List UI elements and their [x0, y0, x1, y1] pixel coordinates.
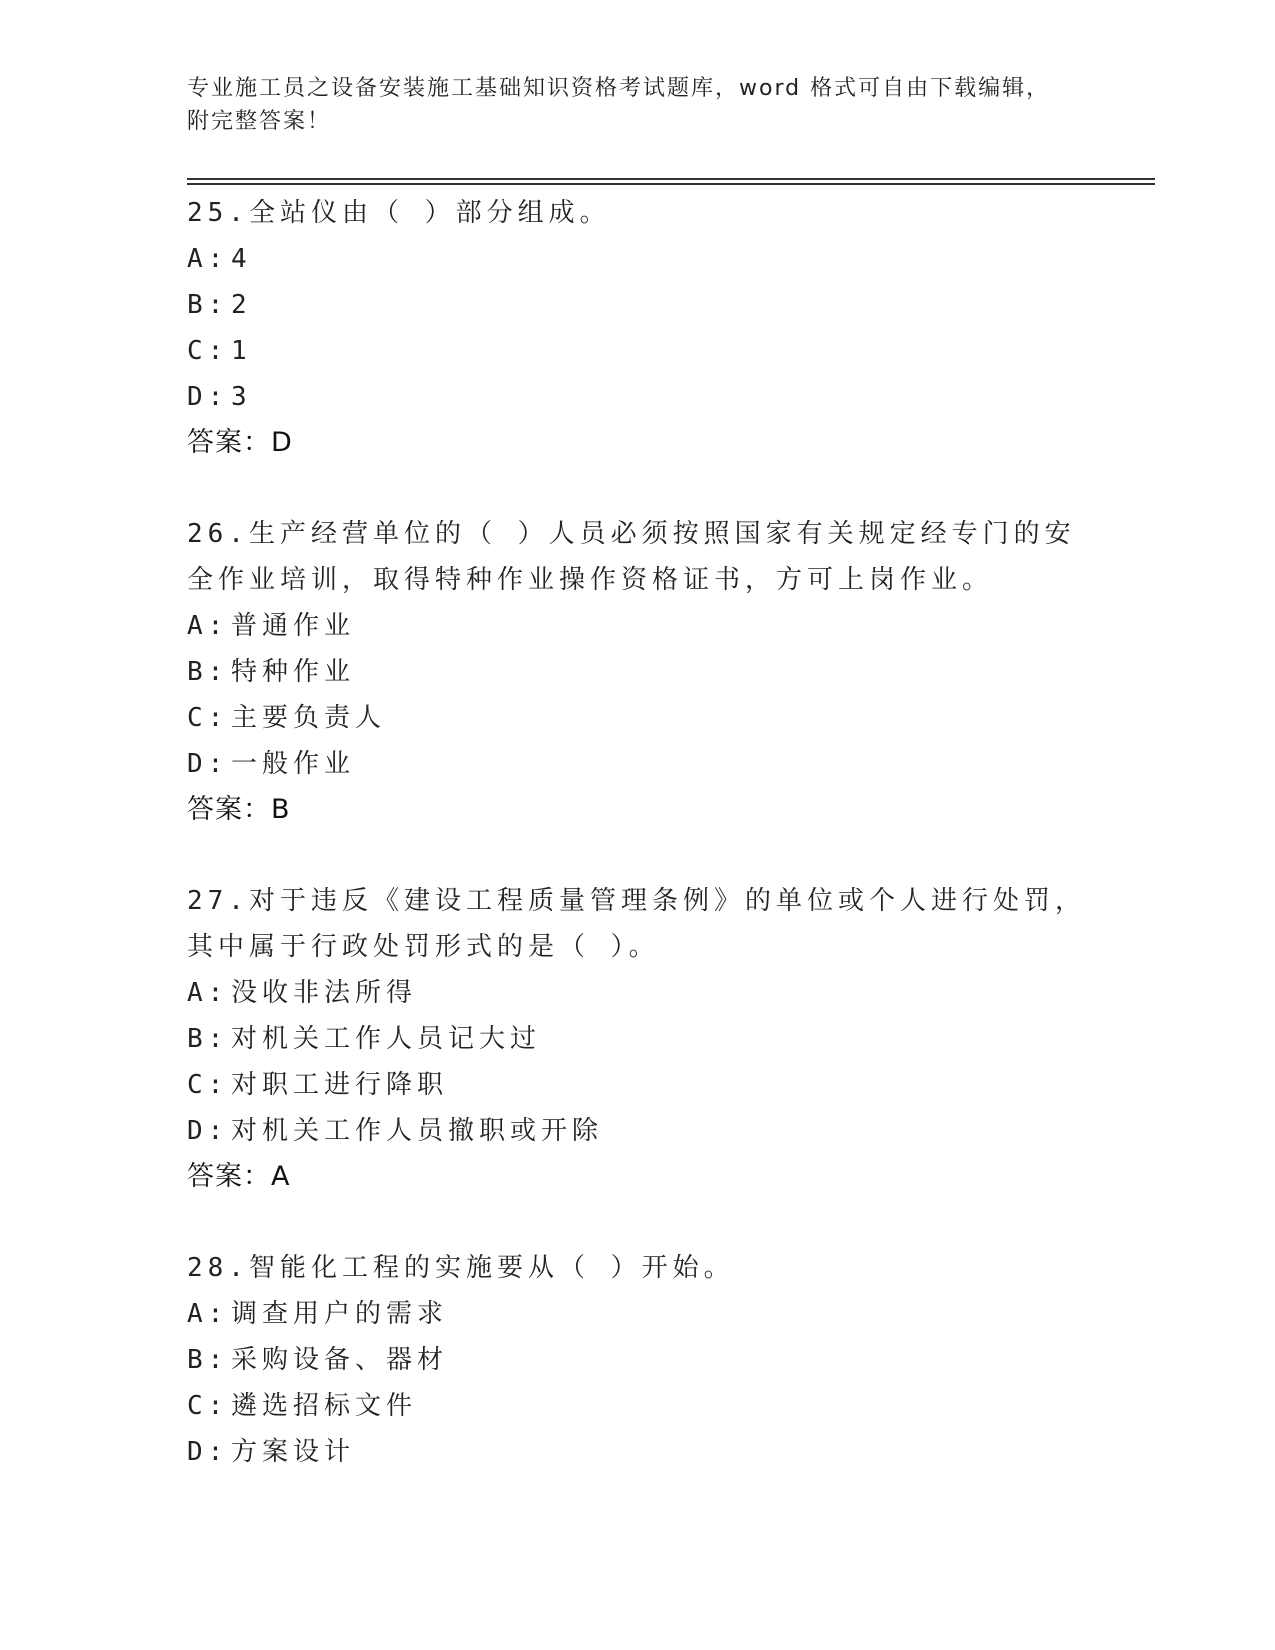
option-text: 对机关工作人员记大过 — [231, 1024, 542, 1054]
option-d — [187, 1108, 1087, 1154]
option-a — [187, 236, 1087, 282]
option-text: 主要负责人 — [231, 703, 387, 733]
header-divider-bottom — [187, 183, 1155, 185]
option-c — [187, 1062, 1087, 1108]
option-text: 没收非法所得 — [231, 978, 418, 1008]
question-stem: 28.智能化工程的实施要从（ ）开始。 — [187, 1253, 735, 1283]
option-a — [187, 970, 1087, 1016]
option-c — [187, 1383, 1087, 1429]
option-label: A: — [187, 244, 229, 274]
option-label: A: — [187, 978, 229, 1008]
option-d — [187, 741, 1087, 787]
option-a — [187, 603, 1087, 649]
option-text: 调查用户的需求 — [231, 1299, 449, 1329]
question-25 — [187, 190, 1087, 466]
option-label: C: — [187, 336, 229, 366]
option-b — [187, 1337, 1087, 1383]
option-b — [187, 649, 1087, 695]
option-text: 对职工进行降职 — [231, 1070, 449, 1100]
question-stem: 25.全站仪由（ ）部分组成。 — [187, 198, 611, 228]
question-26 — [187, 511, 1087, 833]
option-text: 普通作业 — [231, 611, 356, 641]
option-d — [187, 1429, 1087, 1475]
option-text: 4 — [231, 244, 252, 274]
answer-line: 答案：D — [187, 427, 293, 458]
option-d — [187, 374, 1087, 420]
option-text: 一般作业 — [231, 749, 356, 779]
option-text: 对机关工作人员撤职或开除 — [231, 1116, 604, 1146]
option-label: B: — [187, 290, 229, 320]
option-label: B: — [187, 1024, 229, 1054]
option-label: D: — [187, 749, 229, 779]
option-text: 采购设备、器材 — [231, 1345, 449, 1375]
document-header: 专业施工员之设备安装施工基础知识资格考试题库，word 格式可自由下载编辑，附完整答案！ — [187, 76, 1051, 134]
option-c — [187, 695, 1087, 741]
option-text: 2 — [231, 290, 252, 320]
question-28 — [187, 1245, 1087, 1475]
option-label: D: — [187, 382, 229, 412]
option-text: 特种作业 — [231, 657, 356, 687]
option-label: D: — [187, 1437, 229, 1467]
option-c — [187, 328, 1087, 374]
option-label: B: — [187, 657, 229, 687]
question-stem: 26.生产经营单位的（ ）人员必须按照国家有关规定经专门的安全作业培训，取得特种作业操作资格证书，方可上岗作业。 — [187, 519, 1076, 595]
answer-line: 答案：B — [187, 794, 291, 825]
question-list — [187, 190, 1087, 1475]
option-text: 遴选招标文件 — [231, 1391, 418, 1421]
option-b — [187, 282, 1087, 328]
option-b — [187, 1016, 1087, 1062]
option-a — [187, 1291, 1087, 1337]
option-label: A: — [187, 1299, 229, 1329]
option-text: 1 — [231, 336, 252, 366]
option-label: B: — [187, 1345, 229, 1375]
option-label: A: — [187, 611, 229, 641]
option-label: C: — [187, 1070, 229, 1100]
header-divider-top — [187, 178, 1155, 180]
question-27 — [187, 878, 1087, 1200]
option-label: D: — [187, 1116, 229, 1146]
option-text: 方案设计 — [231, 1437, 356, 1467]
option-label: C: — [187, 1391, 229, 1421]
question-stem: 27.对于违反《建设工程质量管理条例》的单位或个人进行处罚，其中属于行政处罚形式的是（ ）。 — [187, 886, 1086, 962]
answer-line: 答案：A — [187, 1161, 291, 1192]
option-label: C: — [187, 703, 229, 733]
option-text: 3 — [231, 382, 252, 412]
